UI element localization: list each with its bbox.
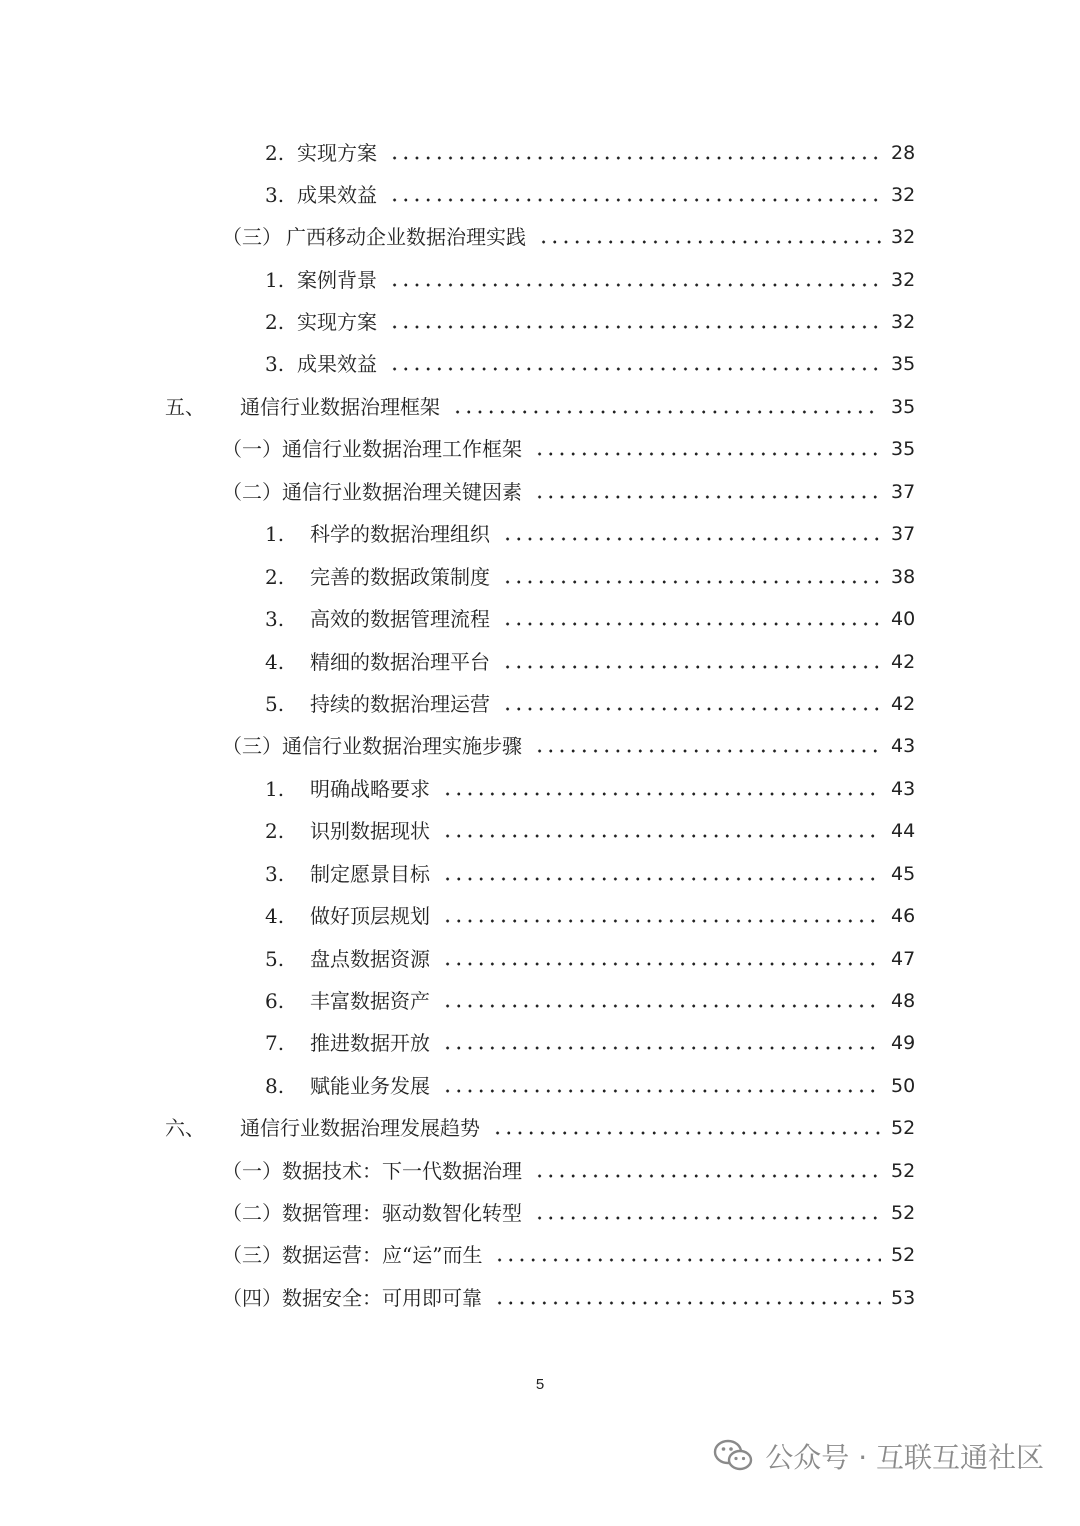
toc-entry[interactable] bbox=[222, 476, 915, 508]
toc-title: 持续的数据治理运营 bbox=[310, 692, 490, 716]
toc-entry[interactable] bbox=[265, 858, 915, 890]
toc-page-number: 32 bbox=[891, 226, 916, 248]
toc-title: 通信行业数据治理工作框架 bbox=[282, 437, 522, 461]
toc-number: 6. bbox=[265, 989, 285, 1013]
dot-leader bbox=[442, 919, 881, 923]
toc-title: 高效的数据管理流程 bbox=[310, 607, 490, 631]
toc-page-number: 35 bbox=[891, 353, 916, 375]
toc-entry[interactable] bbox=[265, 900, 915, 932]
toc-number: （一） bbox=[222, 1159, 282, 1183]
toc-title: 做好顶层规划 bbox=[310, 904, 430, 928]
dot-leader bbox=[389, 283, 881, 287]
dot-leader bbox=[534, 452, 881, 456]
wechat-watermark bbox=[713, 1436, 1044, 1476]
toc-number: （三） bbox=[222, 734, 282, 758]
toc-page-number: 35 bbox=[891, 438, 916, 460]
dot-leader bbox=[502, 537, 881, 541]
toc-entry[interactable] bbox=[222, 1239, 915, 1271]
toc-entry[interactable] bbox=[265, 1027, 915, 1059]
toc-number: 3. bbox=[265, 607, 285, 631]
toc-number: 1. bbox=[265, 268, 285, 292]
dot-leader bbox=[389, 325, 881, 329]
dot-leader bbox=[442, 962, 881, 966]
toc-page-number: 46 bbox=[891, 905, 916, 927]
toc-title: 推进数据开放 bbox=[310, 1031, 430, 1055]
dot-leader bbox=[442, 834, 881, 838]
dot-leader bbox=[502, 580, 881, 584]
toc-entry[interactable] bbox=[265, 179, 915, 211]
toc-page-number: 53 bbox=[891, 1287, 916, 1309]
toc-title: 案例背景 bbox=[297, 268, 377, 292]
toc-entry[interactable] bbox=[222, 1155, 915, 1187]
toc-page-number: 52 bbox=[891, 1117, 916, 1139]
toc-number: 5. bbox=[265, 947, 285, 971]
toc-page-number: 44 bbox=[891, 820, 916, 842]
toc-title: 数据安全：可用即可靠 bbox=[282, 1286, 482, 1310]
toc-entry[interactable] bbox=[265, 306, 915, 338]
toc-title: 科学的数据治理组织 bbox=[310, 522, 490, 546]
dot-leader bbox=[502, 707, 881, 711]
toc-page-number: 32 bbox=[891, 311, 916, 333]
toc-page-number: 52 bbox=[891, 1244, 916, 1266]
dot-leader bbox=[538, 240, 881, 244]
dot-leader bbox=[442, 1004, 881, 1008]
dot-leader bbox=[502, 622, 881, 626]
toc-number: 3. bbox=[265, 862, 285, 886]
toc-page-number: 42 bbox=[891, 651, 916, 673]
toc-title: 明确战略要求 bbox=[310, 777, 430, 801]
toc-number: （三） bbox=[222, 225, 282, 249]
dot-leader bbox=[494, 1258, 881, 1262]
toc-entry[interactable] bbox=[265, 1070, 915, 1102]
toc-title: 识别数据现状 bbox=[310, 819, 430, 843]
wechat-icon bbox=[713, 1438, 753, 1474]
toc-number: 2. bbox=[265, 565, 285, 589]
dot-leader bbox=[389, 198, 881, 202]
toc-number: 2. bbox=[265, 141, 285, 165]
dot-leader bbox=[502, 665, 881, 669]
toc-page-number: 50 bbox=[891, 1075, 916, 1097]
toc-entry[interactable] bbox=[222, 730, 915, 762]
dot-leader bbox=[534, 495, 881, 499]
toc-page-number: 37 bbox=[891, 481, 916, 503]
toc-number: （四） bbox=[222, 1286, 282, 1310]
dot-leader bbox=[452, 410, 881, 414]
toc-entry[interactable] bbox=[222, 1197, 915, 1229]
toc-entry[interactable] bbox=[265, 561, 915, 593]
toc-title: 实现方案 bbox=[297, 141, 377, 165]
toc-entry[interactable] bbox=[265, 815, 915, 847]
dot-leader bbox=[389, 156, 881, 160]
toc-entry[interactable] bbox=[222, 433, 915, 465]
toc-title: 数据技术：下一代数据治理 bbox=[282, 1159, 522, 1183]
toc-number: 五、 bbox=[165, 395, 205, 419]
toc-title: 广西移动企业数据治理实践 bbox=[286, 225, 526, 249]
toc-title: 丰富数据资产 bbox=[310, 989, 430, 1013]
toc-title: 成果效益 bbox=[297, 352, 377, 376]
toc-entry[interactable] bbox=[222, 221, 915, 253]
page-footer-number: 5 bbox=[535, 1376, 545, 1393]
toc-page-number: 43 bbox=[891, 735, 916, 757]
toc-number: 1. bbox=[265, 522, 285, 546]
dot-leader bbox=[534, 749, 881, 753]
toc-entry[interactable] bbox=[265, 688, 915, 720]
toc-page-number: 28 bbox=[891, 142, 916, 164]
toc-title: 精细的数据治理平台 bbox=[310, 650, 490, 674]
toc-entry[interactable] bbox=[265, 646, 915, 678]
toc-number: （一） bbox=[222, 437, 282, 461]
toc-number: （二） bbox=[222, 1201, 282, 1225]
dot-leader bbox=[389, 367, 881, 371]
dot-leader bbox=[494, 1301, 881, 1305]
toc-page-number: 38 bbox=[891, 566, 916, 588]
toc-title: 赋能业务发展 bbox=[310, 1074, 430, 1098]
toc-number: （三） bbox=[222, 1243, 282, 1267]
toc-entry[interactable] bbox=[265, 773, 915, 805]
toc-page-number: 48 bbox=[891, 990, 916, 1012]
dot-leader bbox=[442, 877, 881, 881]
toc-page-number: 45 bbox=[891, 863, 916, 885]
toc-page-number: 40 bbox=[891, 608, 916, 630]
toc-entry[interactable] bbox=[165, 391, 915, 423]
toc-title: 通信行业数据治理关键因素 bbox=[282, 480, 522, 504]
toc-page-number: 42 bbox=[891, 693, 916, 715]
toc-number: 2. bbox=[265, 819, 285, 843]
toc-number: 5. bbox=[265, 692, 285, 716]
toc-entry[interactable] bbox=[265, 264, 915, 296]
toc-title: 盘点数据资源 bbox=[310, 947, 430, 971]
dot-leader bbox=[534, 1216, 881, 1220]
watermark-text: 公众号 · 互联互通社区 bbox=[765, 1441, 1044, 1474]
toc-number: 2. bbox=[265, 310, 285, 334]
toc-page-number: 43 bbox=[891, 778, 916, 800]
toc-entry[interactable] bbox=[265, 518, 915, 550]
toc-number: 1. bbox=[265, 777, 285, 801]
dot-leader bbox=[442, 1046, 881, 1050]
toc-page-number: 49 bbox=[891, 1032, 916, 1054]
toc-page-number: 32 bbox=[891, 184, 916, 206]
toc-page-number: 32 bbox=[891, 269, 916, 291]
toc-title: 成果效益 bbox=[297, 183, 377, 207]
toc-entry[interactable] bbox=[265, 137, 915, 169]
toc-title: 数据运营：应“运”而生 bbox=[282, 1243, 483, 1267]
toc-number: 4. bbox=[265, 650, 285, 674]
toc-entry[interactable] bbox=[222, 1282, 915, 1314]
toc-entry[interactable] bbox=[265, 348, 915, 380]
toc-page-number: 52 bbox=[891, 1202, 916, 1224]
toc-page-number: 52 bbox=[891, 1160, 916, 1182]
toc-number: 3. bbox=[265, 183, 285, 207]
toc-number: 六、 bbox=[165, 1116, 205, 1140]
toc-number: 3. bbox=[265, 352, 285, 376]
toc-page-number: 35 bbox=[891, 396, 916, 418]
toc-page-number: 47 bbox=[891, 948, 916, 970]
toc-number: 4. bbox=[265, 904, 285, 928]
dot-leader bbox=[442, 792, 881, 796]
toc-title: 制定愿景目标 bbox=[310, 862, 430, 886]
dot-leader bbox=[492, 1131, 881, 1135]
toc-entry[interactable] bbox=[265, 943, 915, 975]
toc-title: 数据管理：驱动数智化转型 bbox=[282, 1201, 522, 1225]
toc-number: 7. bbox=[265, 1031, 285, 1055]
toc-entry[interactable] bbox=[165, 1112, 915, 1144]
toc-title: 实现方案 bbox=[297, 310, 377, 334]
toc-entry[interactable] bbox=[265, 985, 915, 1017]
toc-title: 通信行业数据治理框架 bbox=[240, 395, 440, 419]
toc-title: 通信行业数据治理实施步骤 bbox=[282, 734, 522, 758]
toc-entry[interactable] bbox=[265, 603, 915, 635]
toc-title: 通信行业数据治理发展趋势 bbox=[240, 1116, 480, 1140]
toc-number: 8. bbox=[265, 1074, 285, 1098]
dot-leader bbox=[442, 1089, 881, 1093]
toc-number: （二） bbox=[222, 480, 282, 504]
dot-leader bbox=[534, 1174, 881, 1178]
toc-title: 完善的数据政策制度 bbox=[310, 565, 490, 589]
toc-page-number: 37 bbox=[891, 523, 916, 545]
